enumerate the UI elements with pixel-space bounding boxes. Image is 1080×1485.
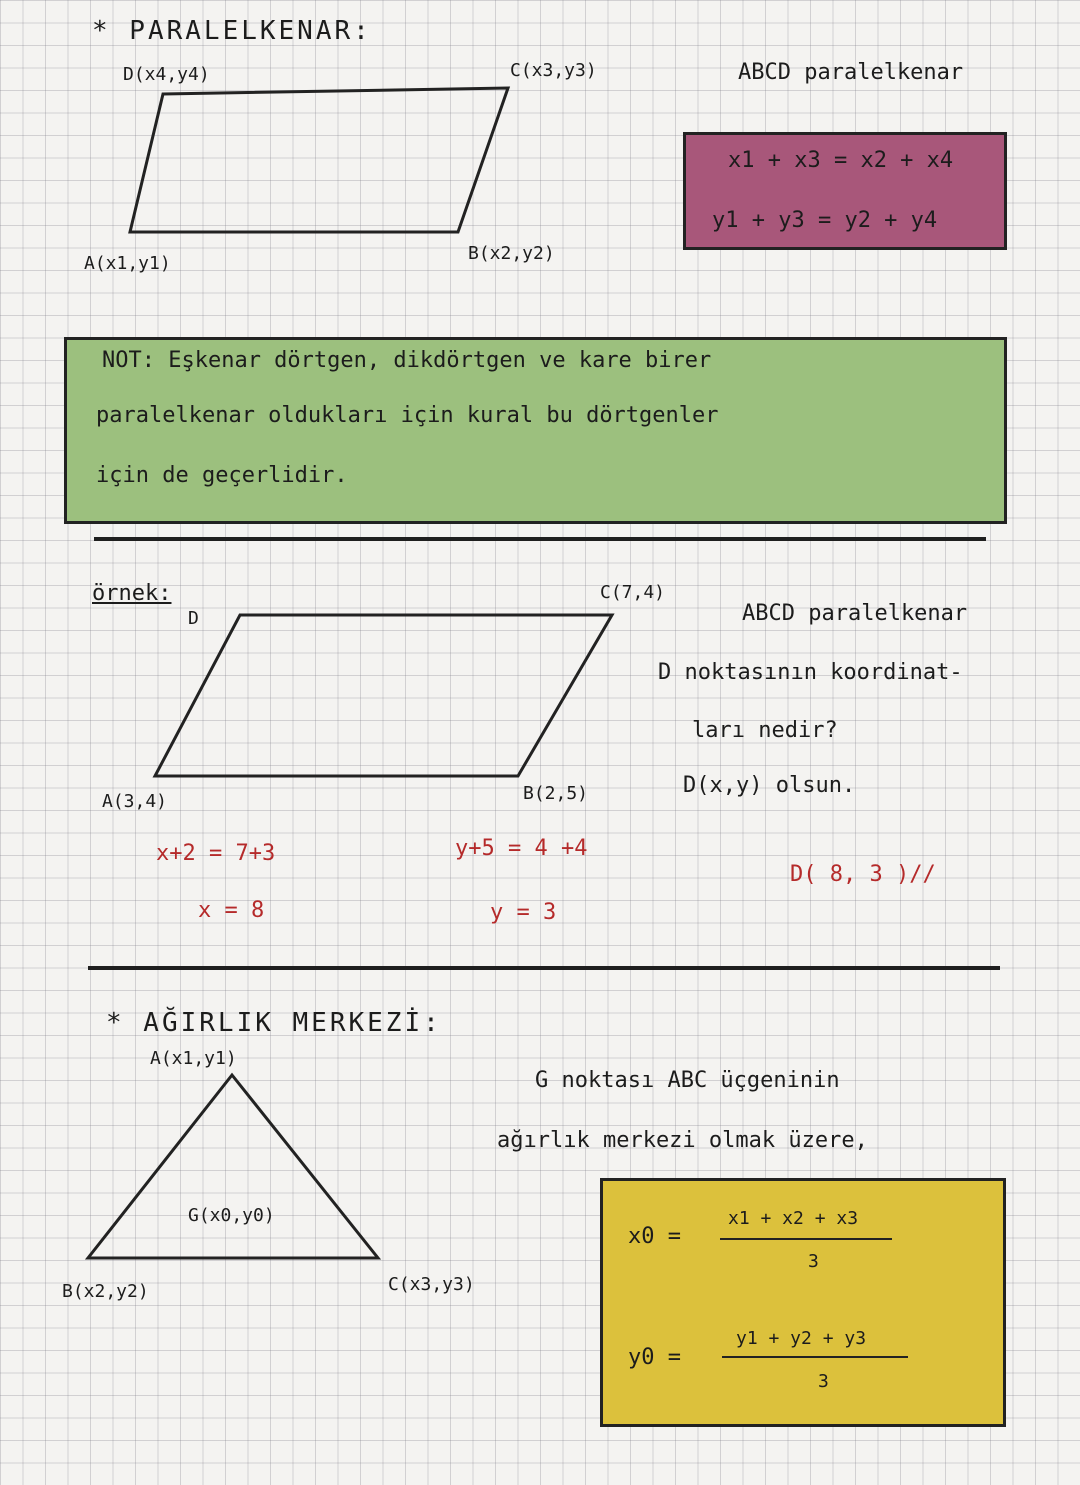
example-let: D(x,y) olsun. xyxy=(683,773,856,798)
label-vertex-b: B(x2,y2) xyxy=(468,243,555,264)
x0-fraction-bar xyxy=(720,1238,892,1240)
example-answer: D( 8, 3 )// xyxy=(790,862,936,887)
rule-x-equation: x1 + x3 = x2 + x4 xyxy=(728,148,954,173)
label-vertex-c: C(x3,y3) xyxy=(510,60,597,81)
rule-y-equation: y1 + y3 = y2 + y4 xyxy=(712,208,938,233)
equation-x-2: x = 8 xyxy=(198,898,265,923)
y0-fraction-bar xyxy=(722,1356,908,1358)
y0-label: y0 = xyxy=(628,1345,681,1370)
parallelogram-caption: ABCD paralelkenar xyxy=(738,60,964,85)
label-vertex-d: D(x4,y4) xyxy=(123,64,210,85)
x0-numerator: x1 + x2 + x3 xyxy=(728,1208,859,1229)
triangle-vertex-b: B(x2,y2) xyxy=(62,1281,149,1302)
section-title-centroid: * AĞIRLIK MERKEZİ: xyxy=(106,1008,442,1038)
y0-numerator: y1 + y2 + y3 xyxy=(736,1328,867,1349)
triangle-vertex-a: A(x1,y1) xyxy=(150,1048,237,1069)
equation-y-2: y = 3 xyxy=(490,900,557,925)
triangle-vertex-c: C(x3,y3) xyxy=(388,1274,475,1295)
example-question-3: ları nedir? xyxy=(692,718,838,743)
example-vertex-b: B(2,5) xyxy=(523,783,589,804)
example-title: örnek: xyxy=(92,581,172,606)
centroid-description-1: G noktası ABC üçgeninin xyxy=(535,1068,840,1093)
x0-label: x0 = xyxy=(628,1224,681,1249)
equation-y-1: y+5 = 4 +4 xyxy=(455,836,588,861)
example-vertex-a: A(3,4) xyxy=(102,791,168,812)
triangle-point-g: G(x0,y0) xyxy=(188,1205,275,1226)
note-line-1: NOT: Eşkenar dörtgen, dikdörtgen ve kare birer xyxy=(102,348,712,373)
note-line-2: paralelkenar oldukları için kural bu dörtgenler xyxy=(96,403,719,428)
label-vertex-a: A(x1,y1) xyxy=(84,253,171,274)
section-title-parallelogram: * PARALELKENAR: xyxy=(92,16,372,46)
example-question-2: D noktasının koordinat- xyxy=(658,660,963,685)
y0-denominator: 3 xyxy=(818,1371,829,1392)
note-line-3: için de geçerlidir. xyxy=(96,463,348,488)
centroid-description-2: ağırlık merkezi olmak üzere, xyxy=(497,1128,868,1153)
example-vertex-d: D xyxy=(188,608,199,629)
example-vertex-c: C(7,4) xyxy=(600,582,666,603)
equation-x-1: x+2 = 7+3 xyxy=(156,841,276,866)
example-question-1: ABCD paralelkenar xyxy=(742,601,968,626)
x0-denominator: 3 xyxy=(808,1251,819,1272)
